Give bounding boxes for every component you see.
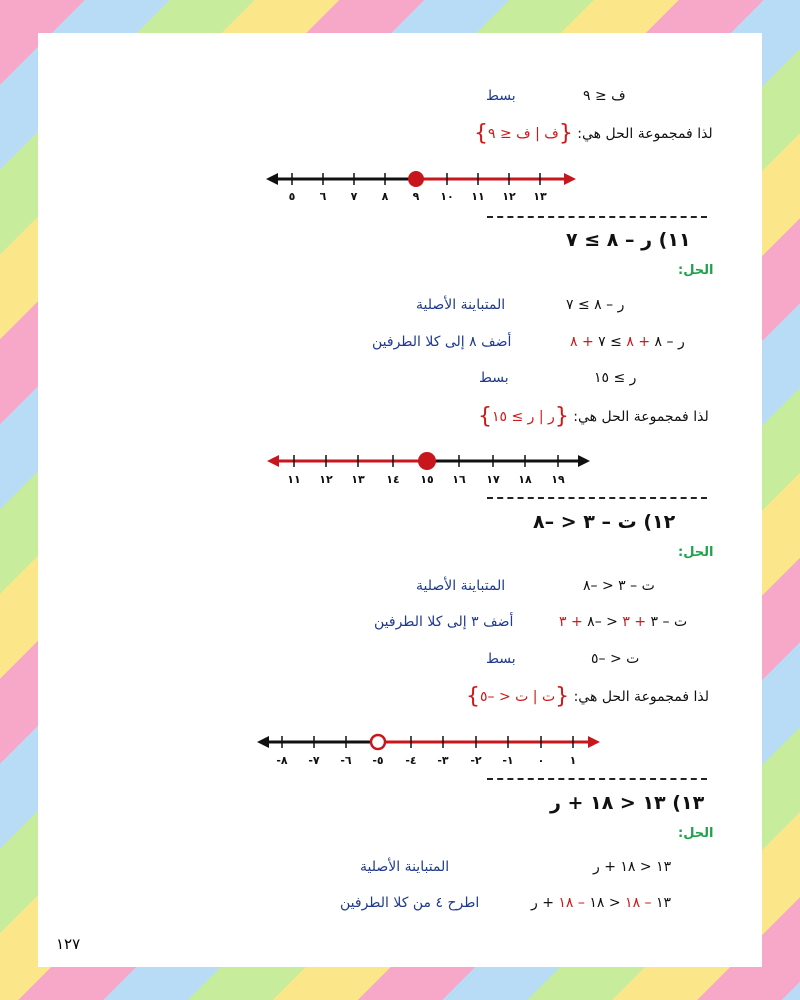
svg-text:١١: ١١ [471,190,485,203]
svg-text:١٠: ١٠ [440,190,454,203]
answer-prefix: لذا فمجموعة الحل هي: [573,689,710,705]
solution-label: الحل: [678,545,714,560]
problem: ر – ٨ ≥ ٧ [566,229,653,251]
ex10-simplify-left: ف ≤ ٩ [583,88,626,104]
answer-set: {ف | ف ≤ ٩} [474,121,573,146]
svg-text:١٨: ١٨ [518,473,532,486]
solution-label: الحل: [678,263,714,278]
divider [487,216,707,218]
problem: ت – ٣ < –٨ [533,511,637,533]
exercise-number: ١١) [658,229,691,251]
ex13-step2-left: ١٣ – ١٨ < ١٨ – ١٨ + ر [531,895,672,911]
ex11-answer [478,404,709,429]
svg-text:١: ١ [569,754,577,767]
svg-text:١٩: ١٩ [551,473,565,486]
svg-text:١٥: ١٥ [420,473,434,486]
answer-prefix: لذا فمجموعة الحل هي: [573,409,709,425]
answer-set: {ت | ت < –٥} [466,684,570,709]
numberline-ex12 [257,735,600,767]
svg-text:-٥: -٥ [372,754,384,767]
ex11-step3-left: ر ≥ ١٥ [594,370,637,386]
svg-text:١٧: ١٧ [486,473,500,486]
ex13-step1-note: المتباينة الأصلية [360,859,450,875]
svg-text:١٢: ١٢ [319,473,333,486]
ex12-step3-note: بسط [486,651,516,667]
svg-text:٦: ٦ [319,190,327,203]
divider [487,778,707,780]
ex10-simplify-note: بسط [486,88,516,104]
svg-text:٩: ٩ [412,190,420,203]
svg-text:-٣: -٣ [437,754,449,767]
ex12-step1-left: ت – ٣ < –٨ [583,578,655,594]
svg-text:-٧: -٧ [308,754,320,767]
closed-point [418,452,436,470]
ex11-header [566,231,691,249]
svg-text:١١: ١١ [287,473,301,486]
ex13-step1-left: ١٣ < ١٨ + ر [593,859,672,875]
ex12-step2-note: أضف ٣ إلى كلا الطرفين [374,614,514,630]
exercise-number: ١٢) [643,511,676,533]
svg-text:١٦: ١٦ [452,473,466,486]
problem: ١٣ < ١٨ + ر [550,792,666,814]
svg-text:٠: ٠ [537,754,545,767]
ex11-step3-note: بسط [479,370,509,386]
open-point [371,735,385,749]
svg-text:-٨: -٨ [276,754,288,767]
svg-text:١٣: ١٣ [351,473,365,486]
closed-point [408,171,424,187]
number-lines [38,33,762,967]
ex11-step2-note: أضف ٨ إلى كلا الطرفين [372,334,512,350]
ex11-step1-left: ر – ٨ ≥ ٧ [566,297,625,313]
solution-label: الحل: [678,826,714,841]
svg-text:١٣: ١٣ [533,190,547,203]
ex12-answer [466,684,710,709]
ex12-header [533,513,675,531]
ex11-step2-left: ر – ٨ + ٨ ≥ ٧ + ٨ [570,334,685,350]
svg-text:١٤: ١٤ [386,473,400,486]
answer-set: {ر | ر ≥ ١٥} [478,404,569,429]
page-number: ١٢٧ [56,935,81,953]
svg-text:٨: ٨ [381,190,389,203]
svg-text:-٦: -٦ [340,754,352,767]
ex13-header [550,794,704,812]
ex12-step1-note: المتباينة الأصلية [416,578,506,594]
exercise-number: ١٣) [672,792,705,814]
svg-text:٧: ٧ [350,190,358,203]
svg-text:-٤: -٤ [405,754,417,767]
worksheet-page [38,33,762,967]
numberline-ex11 [267,452,590,486]
ex13-step2-note: اطرح ٤ من كلا الطرفين [340,895,480,911]
ex12-step3-left: ت < –٥ [591,651,640,667]
svg-text:١٢: ١٢ [502,190,516,203]
divider [487,497,707,499]
svg-text:-٢: -٢ [470,754,482,767]
svg-text:-١: -١ [502,754,514,767]
ex11-step1-note: المتباينة الأصلية [416,297,506,313]
answer-prefix: لذا فمجموعة الحل هي: [577,126,713,142]
numberline-ex10 [266,171,576,203]
ex12-step2-left: ت – ٣ + ٣ < –٨ + ٣ [559,614,688,630]
svg-text:٥: ٥ [288,190,296,203]
